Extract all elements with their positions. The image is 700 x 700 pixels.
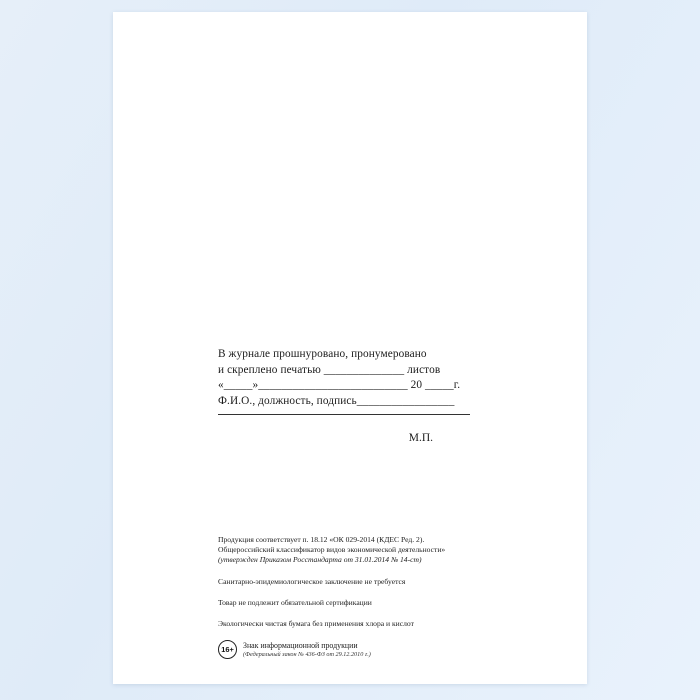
footer-spacer-2 — [218, 587, 558, 598]
footer-spacer-3 — [218, 608, 558, 619]
product-conformity-line-1: Продукция соответствует п. 18.12 «ОК 029-2014 (КДЕС Ред. 2). — [218, 535, 425, 544]
stamp-label: М.П. — [408, 432, 433, 445]
age-rating-icon: 16+ — [218, 640, 237, 659]
certification-note: Товар не подлежит обязательной сертификации — [218, 597, 372, 607]
paper-note: Экологически чистая бумага без применения хлора и кислот — [218, 619, 414, 629]
signature-rule — [218, 413, 470, 415]
footer-block — [218, 535, 558, 659]
footer-spacer-1 — [218, 566, 558, 577]
age-rating-row — [218, 640, 558, 659]
product-conformity-line-2: Общероссийский классификатор видов экономической деятельности» — [218, 545, 446, 555]
document-sheet — [113, 12, 587, 684]
certification-line-4: Ф.И.О., должность, подпись_________________ — [218, 394, 455, 407]
product-conformity-line-3: (утвержден Приказом Росстандарта от 31.01.2014 № 14-ст) — [218, 555, 422, 565]
certification-line-1: В журнале прошнуровано, пронумеровано — [218, 348, 427, 360]
certification-block — [218, 347, 558, 444]
age-rating-text — [243, 641, 371, 659]
certification-line-2: и скреплено печатью ______________ листов — [218, 363, 441, 376]
age-rating-title: Знак информационной продукции — [243, 640, 358, 650]
age-rating-law: (Федеральный закон № 436-ФЗ от 29.12.2010 г.) — [243, 650, 371, 658]
certification-line-3: «_____»__________________________ 20 _____г. — [218, 379, 461, 392]
sanitary-note: Санитарно-эпидемиологическое заключение не требуется — [218, 576, 406, 586]
